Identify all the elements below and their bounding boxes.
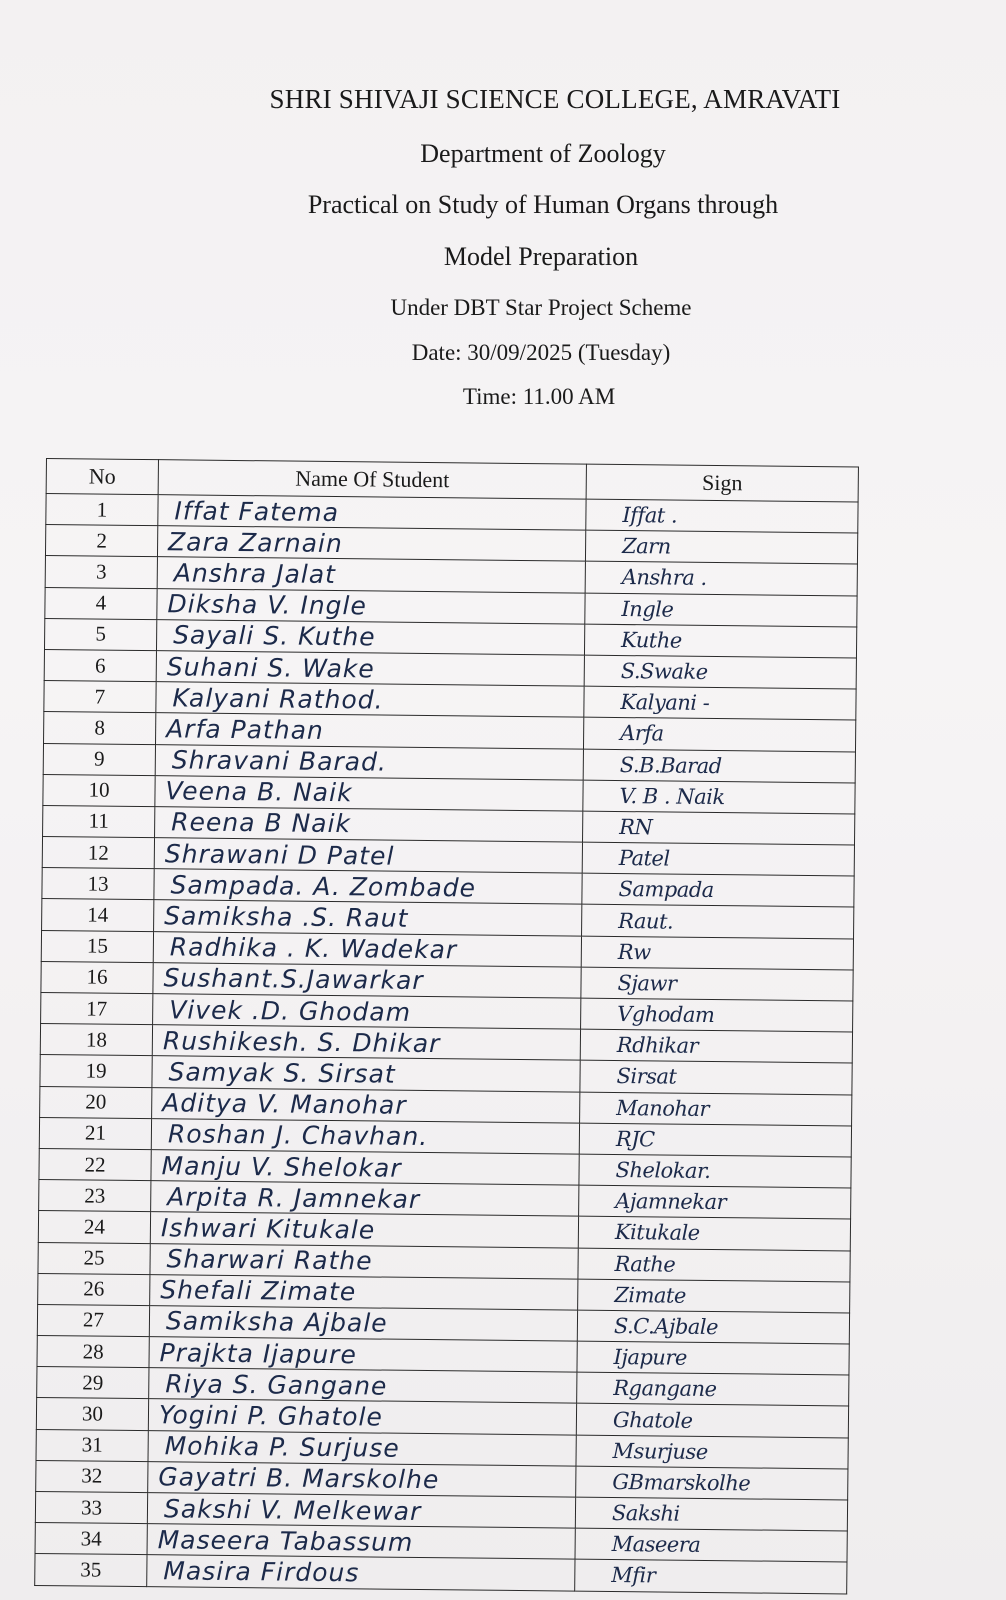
student-signature: Kuthe [584, 624, 856, 658]
student-signature: Sjawr [581, 967, 853, 1001]
row-number: 18 [40, 1024, 152, 1056]
row-number: 10 [43, 774, 155, 806]
row-number: 15 [41, 930, 153, 962]
student-signature: Patel [582, 842, 854, 876]
student-signature: Mfir [575, 1559, 847, 1593]
student-signature: Msurjuse [576, 1435, 848, 1469]
student-signature: Shelokar. [579, 1154, 851, 1188]
student-name: Sampada. A. Zombade [154, 869, 582, 905]
student-name: Yogini P. Ghatole [148, 1399, 576, 1435]
student-signature: Kalyani - [584, 686, 856, 720]
student-signature: Zarn [585, 530, 857, 564]
student-signature: Iffat . [586, 499, 858, 533]
student-name: Roshan J. Chavhan. [151, 1118, 579, 1154]
row-number: 31 [36, 1429, 148, 1461]
student-name: Rushikesh. S. Dhikar [152, 1025, 580, 1061]
attendance-table [34, 458, 859, 1594]
row-number: 28 [37, 1336, 149, 1368]
student-signature: Sakshi [575, 1497, 847, 1531]
row-number: 27 [37, 1304, 149, 1336]
student-signature: Manohar [580, 1092, 852, 1126]
row-number: 22 [39, 1148, 151, 1180]
column-header-name: Name Of Student [158, 460, 586, 499]
practical-title-line-2: Model Preparation [443, 242, 639, 271]
student-signature: Ajamnekar [579, 1185, 851, 1219]
college-name: SHRI SHIVAJI SCIENCE COLLEGE, AMRAVATI [269, 84, 841, 114]
student-name: Reena B Naik [155, 807, 583, 843]
row-number: 24 [38, 1211, 150, 1243]
student-name: Riya S. Gangane [149, 1368, 577, 1404]
student-name: Veena B. Naik [155, 775, 583, 811]
scheme-line: Under DBT Star Project Scheme [390, 295, 692, 320]
student-name: Kalyani Rathod. [156, 682, 584, 718]
student-signature: Anshra . [585, 562, 857, 596]
student-name: Aditya V. Manohar [152, 1087, 580, 1123]
row-number: 19 [40, 1055, 152, 1087]
row-number: 25 [38, 1242, 150, 1274]
row-number: 30 [36, 1398, 148, 1430]
student-name: Mohika P. Surjuse [148, 1430, 576, 1466]
student-name: Shrawani D Patel [154, 838, 582, 874]
row-number: 32 [36, 1460, 148, 1492]
student-name: Gayatri B. Marskolhe [148, 1461, 576, 1497]
student-signature: V. B . Naik [583, 780, 855, 814]
student-name: Samyak S. Sirsat [152, 1056, 580, 1092]
row-number: 9 [43, 743, 155, 775]
row-number: 16 [41, 961, 153, 993]
student-name: Suhani S. Wake [156, 651, 584, 687]
column-header-no: No [46, 459, 158, 495]
student-name: Diksha V. Ingle [157, 588, 585, 624]
row-number: 4 [45, 587, 157, 619]
row-number: 12 [42, 837, 154, 869]
student-name: Iffat Fatema [158, 495, 586, 531]
student-signature: Ijapure [577, 1341, 849, 1375]
row-number: 33 [35, 1491, 147, 1523]
student-name: Anshra Jalat [157, 557, 585, 593]
row-number: 1 [46, 494, 158, 526]
department-name: Department of Zoology [420, 139, 666, 168]
student-signature: S.C.Ajbale [577, 1310, 849, 1344]
row-number: 2 [45, 525, 157, 557]
student-signature: Rdhikar [580, 1029, 852, 1063]
student-name: Sharwari Rathe [150, 1243, 578, 1279]
student-signature: Vghodam [581, 998, 853, 1032]
row-number: 29 [37, 1367, 149, 1399]
student-name: Ishwari Kitukale [150, 1212, 578, 1248]
column-header-sign: Sign [586, 464, 858, 502]
row-number: 23 [39, 1180, 151, 1212]
student-signature: RJC [579, 1123, 851, 1157]
student-signature: Rgangane [577, 1372, 849, 1406]
student-signature: Ingle [585, 593, 857, 627]
student-signature: Rathe [578, 1248, 850, 1282]
student-name: Prajkta Ijapure [149, 1337, 577, 1373]
student-signature: Zimate [578, 1279, 850, 1313]
student-signature: Ghatole [576, 1404, 848, 1438]
student-name: Arfa Pathan [156, 713, 584, 749]
student-name: Radhika . K. Wadekar [153, 931, 581, 967]
row-number: 7 [44, 681, 156, 713]
student-name: Arpita R. Jamnekar [151, 1181, 579, 1217]
row-number: 14 [42, 899, 154, 931]
student-signature: S.Swake [584, 655, 856, 689]
row-number: 21 [39, 1117, 151, 1149]
row-number: 17 [41, 992, 153, 1024]
student-signature: Maseera [575, 1528, 847, 1562]
date-line: Date: 30/09/2025 (Tuesday) [411, 340, 671, 365]
student-name: Sushant.S.Jawarkar [153, 962, 581, 998]
row-number: 11 [43, 805, 155, 837]
student-signature: Rw [581, 936, 853, 970]
row-number: 13 [42, 868, 154, 900]
row-number: 20 [40, 1086, 152, 1118]
student-signature: Raut. [582, 905, 854, 939]
row-number: 3 [45, 556, 157, 588]
student-name: Vivek .D. Ghodam [153, 994, 581, 1030]
student-name: Sakshi V. Melkewar [147, 1493, 575, 1529]
student-name: Maseera Tabassum [147, 1524, 575, 1560]
student-signature: S.B.Barad [583, 749, 855, 783]
attendance-table-wrapper [34, 458, 858, 1588]
time-line: Time: 11.00 AM [462, 384, 616, 409]
student-name: Zara Zarnain [157, 526, 585, 562]
student-name: Shravani Barad. [155, 744, 583, 780]
student-signature: Sirsat [580, 1061, 852, 1095]
attendance-rows [35, 494, 858, 1594]
student-signature: Kitukale [578, 1216, 850, 1250]
row-number: 34 [35, 1523, 147, 1555]
student-signature: Arfa [583, 717, 855, 751]
student-name: Samiksha Ajbale [149, 1306, 577, 1342]
student-name: Masira Firdous [147, 1555, 575, 1591]
row-number: 26 [38, 1273, 150, 1305]
student-name: Samiksha .S. Raut [154, 900, 582, 936]
student-signature: GBmarskolhe [576, 1466, 848, 1500]
student-name: Shefali Zimate [150, 1274, 578, 1310]
student-signature: Sampada [582, 873, 854, 907]
row-number: 35 [35, 1554, 147, 1586]
row-number: 8 [44, 712, 156, 744]
student-signature: RN [583, 811, 855, 845]
student-name: Sayali S. Kuthe [156, 619, 584, 655]
row-number: 6 [44, 649, 156, 681]
student-name: Manju V. Shelokar [151, 1150, 579, 1186]
practical-title-line-1: Practical on Study of Human Organs through [307, 190, 779, 219]
row-number: 5 [44, 618, 156, 650]
